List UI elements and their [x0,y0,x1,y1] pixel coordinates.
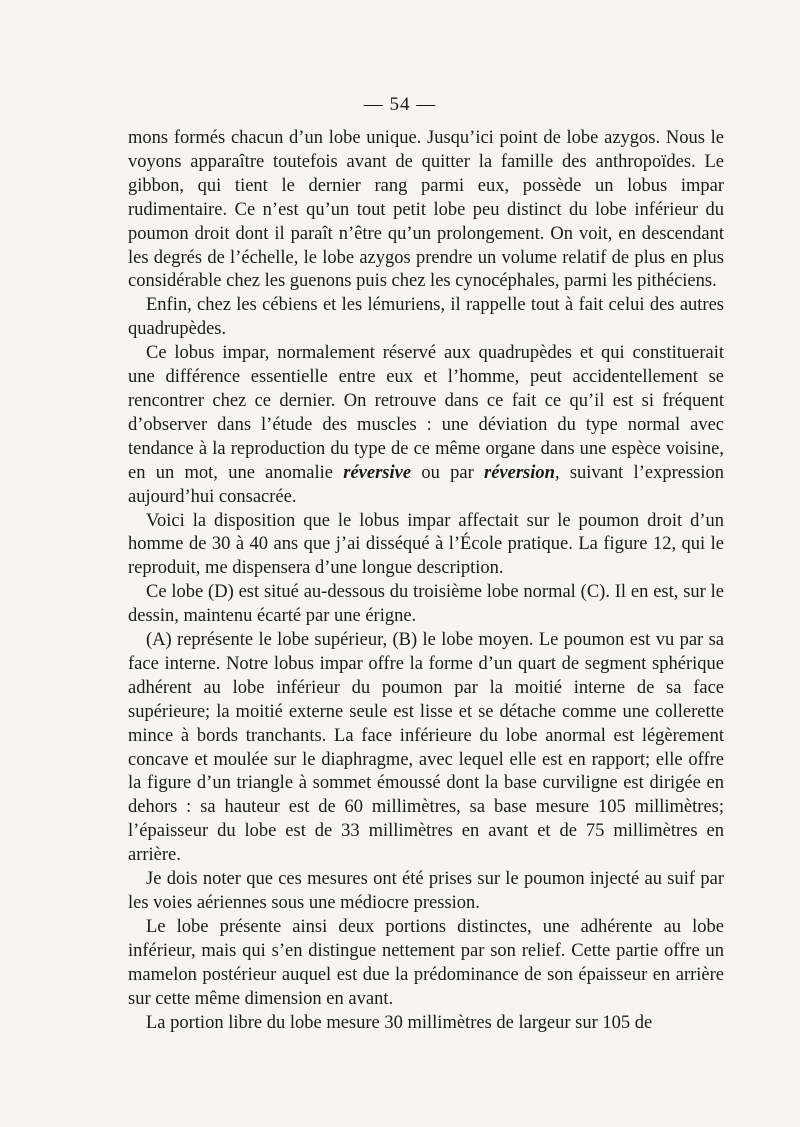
paragraph-text: , suivant l’expression aujourd’hui consacrée. [128,462,724,507]
paragraph [128,342,724,509]
paragraph: La portion libre du lobe mesure 30 millimètres de largeur sur 105 de [146,1012,653,1033]
body-text [128,127,724,1035]
paragraph: mons formés chacun d’un lobe unique. Jusqu’ici point de lobe azygos. Nous le voyons apparaître toutefois avant de quitter la famille des anthropoïdes. Le gibbon, qui tient le dernier rang parmi eux, possède un lobus impar rudimentaire. Ce n’est qu’un tout petit lobe peu distinct du lobe inférieur du poumon droit dont il paraît n’être qu’un prolongement. On voit, en descendant les degrés de l’échelle, le lobe azygos prendre un volume relatif de plus en plus considérable chez les guenons puis chez les cynocéphales, parmi les pithéciens. [128,128,724,292]
paragraph: Ce lobe (D) est situé au-dessous du troisième lobe normal (C). Il en est, sur le dessin, maintenu écarté par une érigne. [128,582,724,627]
paragraph: Enfin, chez les cébiens et les lémuriens, il rappelle tout à fait celui des autres quadrupèdes. [128,295,724,340]
paragraph: (A) représente le lobe supérieur, (B) le lobe moyen. Le poumon est vu par sa face interne. Notre lobus impar offre la forme d’un quart de segment sphérique adhérent au lobe inférieur du poumon par la moitié interne de sa face supérieure; la moitié externe seule est lisse et se détache comme une collerette mince à bords tranchants. La face inférieure du lobe anormal est légèrement concave et moulée sur le diaphragme, avec lequel elle est en rapport; elle offre la figure d’un triangle à sommet émoussé dont la base curviligne est dirigée en dehors : sa hauteur est de 60 millimètres, sa base mesure 105 millimètres; l’épaisseur du lobe est de 33 millimètres en avant et de 75 millimètres en arrière. [128,630,724,866]
paragraph-text: Ce lobus impar, normalement réservé aux quadrupèdes et qui constituerait une différence essentielle entre eux et l’homme, peut accidentellement se rencontrer chez ce dernier. On retrouve dans ce fait ce qu’il est si fréquent d’observer dans l’étude des muscles : une déviation du type normal avec tendance à la reproduction du type de ce même organe dans une espèce voisine, en un mot, une anomalie [128,343,724,483]
paragraph: Je dois noter que ces mesures ont été prises sur le poumon injecté au suif par les voies aériennes sous une médiocre pression. [128,869,724,913]
emphasis-term: réversive [343,462,412,483]
paragraph-text: ou par [411,462,485,483]
paragraph: Voici la disposition que le lobus impar affectait sur le poumon droit d’un homme de 30 à 40 ans que j’ai disséqué à l’École pratique. La figure 12, qui le reproduit, me dispensera d’une longue description. [128,510,724,579]
emphasis-term: réversion [484,462,555,483]
paragraph: Le lobe présente ainsi deux portions distinctes, une adhérente au lobe inférieur, mais qui s’en distingue nettement par son relief. Cette partie offre un mamelon postérieur auquel est due la prédominance de son épaisseur en arrière sur cette même dimension en avant. [128,916,724,1009]
page-number: — 54 — [363,94,437,115]
